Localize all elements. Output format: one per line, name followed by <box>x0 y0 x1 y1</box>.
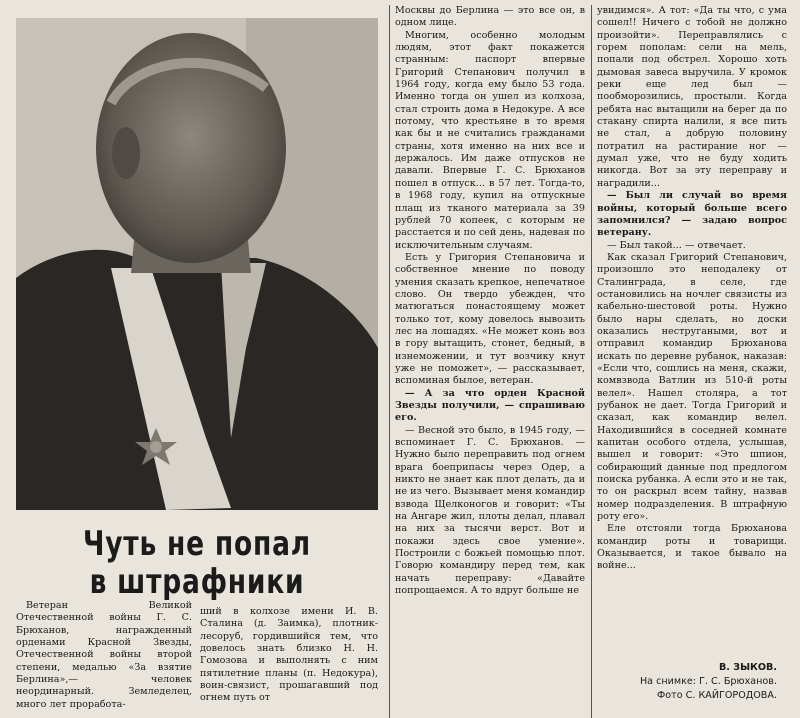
paragraph: Многим, особенно молодым людям, этот факт покажется странным: паспорт впервые Григорий Степанович получил в 1964 году, когда ему было 53 года. Именно тогда он ушел из колхоза, стал строить дома в Недокуре. А все потому, что крестьяне в то время как бы и не считались гражданами страны, хотя именно на них все и держалось. Им даже отпусков не давали. Впервые Г. С. Брюханов пошел в отпуск... в 57 лет. Тогда-то, в 1968 году, купил на отпускные плащ из тканого материала за 39 рублей 70 копеек, с которым не расстается и по сей день, надевая по исключительным случаям. <box>395 29 585 251</box>
text-column-4 <box>597 5 787 667</box>
headline-line-2: в штрафники <box>89 562 305 602</box>
text-column-1 <box>16 600 192 718</box>
text-column-2 <box>200 606 378 718</box>
headline-line-1: Чуть не попал <box>83 524 311 564</box>
photo-credit: Фото С. КАЙГОРОДОВА. <box>657 690 777 701</box>
paragraph: — Весной это было, в 1945 году, — вспоминает Г. С. Брюханов. — Нужно было переправить под огнем врага боеприпасы через Одер, а никто не знает как плот делать, да и не из чего. Вызывает меня командир взвода Щелконогов и говорит: «Ты на Ангаре жил, плоты делал, плавал на них за тысячи верст. Вот и покажи здесь свое умение». Построили с божьей помощью плот. Говорю командиру перед тем, как начать переправу: «Давайте попрощаемся. А то вдруг больше не <box>395 424 585 597</box>
paragraph: — Был такой... — отвечает. <box>607 239 746 251</box>
interview-question: — А за что орден Красной Звезды получили, — спрашиваю его. <box>395 387 585 424</box>
paragraph: Москвы до Берлина — это все он, в одном лице. <box>395 5 585 29</box>
author-byline: В. ЗЫКОВ. <box>718 662 777 673</box>
text-column-3 <box>395 5 585 718</box>
paragraph: ший в колхозе имени И. В. Сталина (д. Заимка), плотник-лесоруб, гордившийся тем, что довелось знать близко Н. Н. Гомозова и выполнять с ним пятилетние планы (п. Недокура), воин-связист, прошагавший под огнем путь от <box>200 606 378 704</box>
column-divider <box>389 5 390 718</box>
paragraph: Есть у Григория Степановича и собственное мнение по поводу умения сказать крепкое, непечатное слово. Он твердо убежден, что матюгаться понастоящему может только тот, кому довелось вывозить лес на лошадях. «Не может конь воз в гору вытащить, стонет, бедный, в изнеможении, и тут возчику кнут уже не поможет», — рассказывает, вспоминая былое, ветеран. <box>395 251 585 387</box>
paragraph: Еле отстояли тогда Брюханова командир роты и товарищи. Оказывается, и такое бывало на войне... <box>597 523 787 572</box>
interview-question: — Был ли случай во время войны, который больше всего запомнился? — задаю вопрос ветерану. <box>597 190 787 239</box>
portrait-image <box>16 18 378 510</box>
paragraph: Ветеран Великой Отечественной войны Г. С. Брюханов, награжденный орденами Красной Звезды, Отечественной войны второй степени, медалью «За взятие Берлина»,— человек неординарный. Земледелец, много лет проработа- <box>16 600 192 710</box>
portrait-photo <box>16 18 378 510</box>
column-divider <box>591 5 592 718</box>
photo-caption: На снимке: Г. С. Брюханов. <box>639 676 777 687</box>
article-headline <box>56 525 338 601</box>
paragraph: увидимся». А тот: «Да ты что, с ума сошел!! Ничего с тобой не должно произойти». Переправлялись с горем пополам: сели на мель, попали под обстрел. Хорошо хоть дымовая завеса выручила. У кромок реки еще лед был — пообморозились, простыли. Когда ребята нас вытащили на берег да по стакану спирта налили, я все пить не стал, а добрую половину потратил на растирание ног — думал уже, что не буду ходить никогда. Вот за эту переправу и наградили... <box>597 5 787 189</box>
paragraph: Как сказал Григорий Степанович, произошло это неподалеку от Сталинграда, в селе, где остановились на ночлег связисты из кабельно-шестовой роты. Нужно было нары сделать, но доски оказались нестругаными, вот и отправил командир Брюханова искать по деревне рубанок, наказав: «Если что, сошлись на меня, скажи, комвзвода Ватлин из 510-й роты велел». Нашел столяра, а тот рубанок не дает. Тогда Григорий и сказал, как командир велел. Находившийся в соседней комнате капитан особого отдела, услышав, вышел и говорит: «Это шпион, собирающий данные под предлогом поиска рубанка. А если это и не так, то он раскрыл всем тайну, назвав номер подразделения. В штрафную роту его». <box>597 251 787 523</box>
